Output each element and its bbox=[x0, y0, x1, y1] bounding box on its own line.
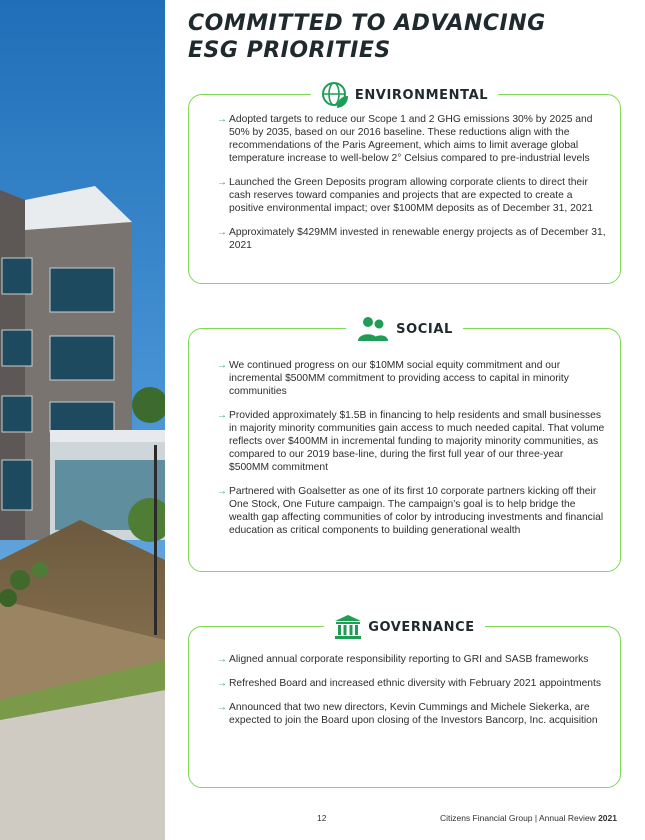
publication-year: 2021 bbox=[598, 813, 617, 823]
arrow-icon: → bbox=[217, 654, 227, 665]
arrow-icon: → bbox=[217, 360, 227, 371]
list-item bbox=[217, 677, 606, 690]
list-item-text: Announced that two new directors, Kevin Cummings and Michele Siekerka, are expected to join the Board upon closing of the Investors Bancorp, Inc. acquisition bbox=[229, 702, 598, 726]
list-item bbox=[217, 701, 606, 727]
governance-header bbox=[189, 612, 620, 642]
governance-label: GOVERNANCE bbox=[368, 619, 475, 635]
page-number: 12 bbox=[317, 813, 327, 823]
list-item bbox=[217, 409, 606, 474]
governance-list bbox=[189, 653, 620, 727]
government-building-icon bbox=[334, 614, 362, 640]
list-item-text: Launched the Green Deposits program allowing corporate clients to direct their cash reserves toward companies and projects that are expected to create a positive environmental impact; over $100MM deposits as of December 31, 2021 bbox=[229, 177, 594, 214]
title-line-1: COMMITTED TO ADVANCING bbox=[188, 11, 546, 36]
list-item-text: Adopted targets to reduce our Scope 1 and 2 GHG emissions 30% by 2025 and 50% by 2035, based on our 2016 baseline. These reductions align with the recommendations of the Paris Agreement, which aims to limit average global temperature increase to well-below 2° Celsius compared to pre-industrial levels bbox=[229, 114, 593, 164]
list-item-text: Approximately $429MM invested in renewable energy projects as of December 31, 2021 bbox=[229, 227, 606, 251]
list-item-text: Refreshed Board and increased ethnic diversity with February 2021 appointments bbox=[229, 678, 602, 689]
building-photo bbox=[0, 0, 165, 840]
social-header bbox=[189, 314, 620, 344]
list-item bbox=[217, 653, 606, 666]
arrow-icon: → bbox=[217, 678, 227, 689]
list-item bbox=[217, 176, 606, 215]
list-item bbox=[217, 359, 606, 398]
arrow-icon: → bbox=[217, 227, 227, 238]
environmental-header bbox=[189, 80, 620, 110]
globe-leaf-icon bbox=[321, 81, 349, 109]
list-item bbox=[217, 113, 606, 165]
environmental-label: ENVIRONMENTAL bbox=[354, 87, 489, 103]
environmental-list bbox=[189, 113, 620, 252]
arrow-icon: → bbox=[217, 114, 227, 125]
arrow-icon: → bbox=[217, 702, 227, 713]
social-label: SOCIAL bbox=[396, 321, 453, 337]
list-item-text: Provided approximately $1.5B in financing to help residents and small businesses in majority minority communities gain access to much needed capital. That volume reflects over $400MM in incremental funding to majority minority communities, as compared to our 2019 base-line, during the first full year of our three-year $500MM commitment bbox=[229, 410, 605, 473]
social-list bbox=[189, 359, 620, 537]
publication-name: Citizens Financial Group | Annual Review bbox=[439, 813, 596, 823]
arrow-icon: → bbox=[217, 177, 227, 188]
people-icon bbox=[356, 315, 390, 343]
page-title bbox=[188, 10, 628, 64]
list-item-text: Aligned annual corporate responsibility reporting to GRI and SASB frameworks bbox=[229, 654, 589, 665]
governance-section bbox=[188, 619, 621, 788]
list-item-text: We continued progress on our $10MM social equity commitment and our incremental $500MM commitment to providing access to capital in minority communities bbox=[229, 360, 569, 397]
title-line-2: ESG PRIORITIES bbox=[188, 38, 391, 63]
list-item bbox=[217, 226, 606, 252]
footer-publication bbox=[440, 813, 617, 823]
arrow-icon: → bbox=[217, 410, 227, 421]
social-section bbox=[188, 321, 621, 572]
list-item bbox=[217, 485, 606, 537]
environmental-section bbox=[188, 87, 621, 284]
list-item-text: Partnered with Goalsetter as one of its first 10 corporate partners kicking off their One Stock, One Future campaign. The campaign’s goal is to help bridge the wealth gap affecting communities of color by introducing investments and financial education as critical components to building generational wealth bbox=[229, 486, 604, 536]
arrow-icon: → bbox=[217, 486, 227, 497]
